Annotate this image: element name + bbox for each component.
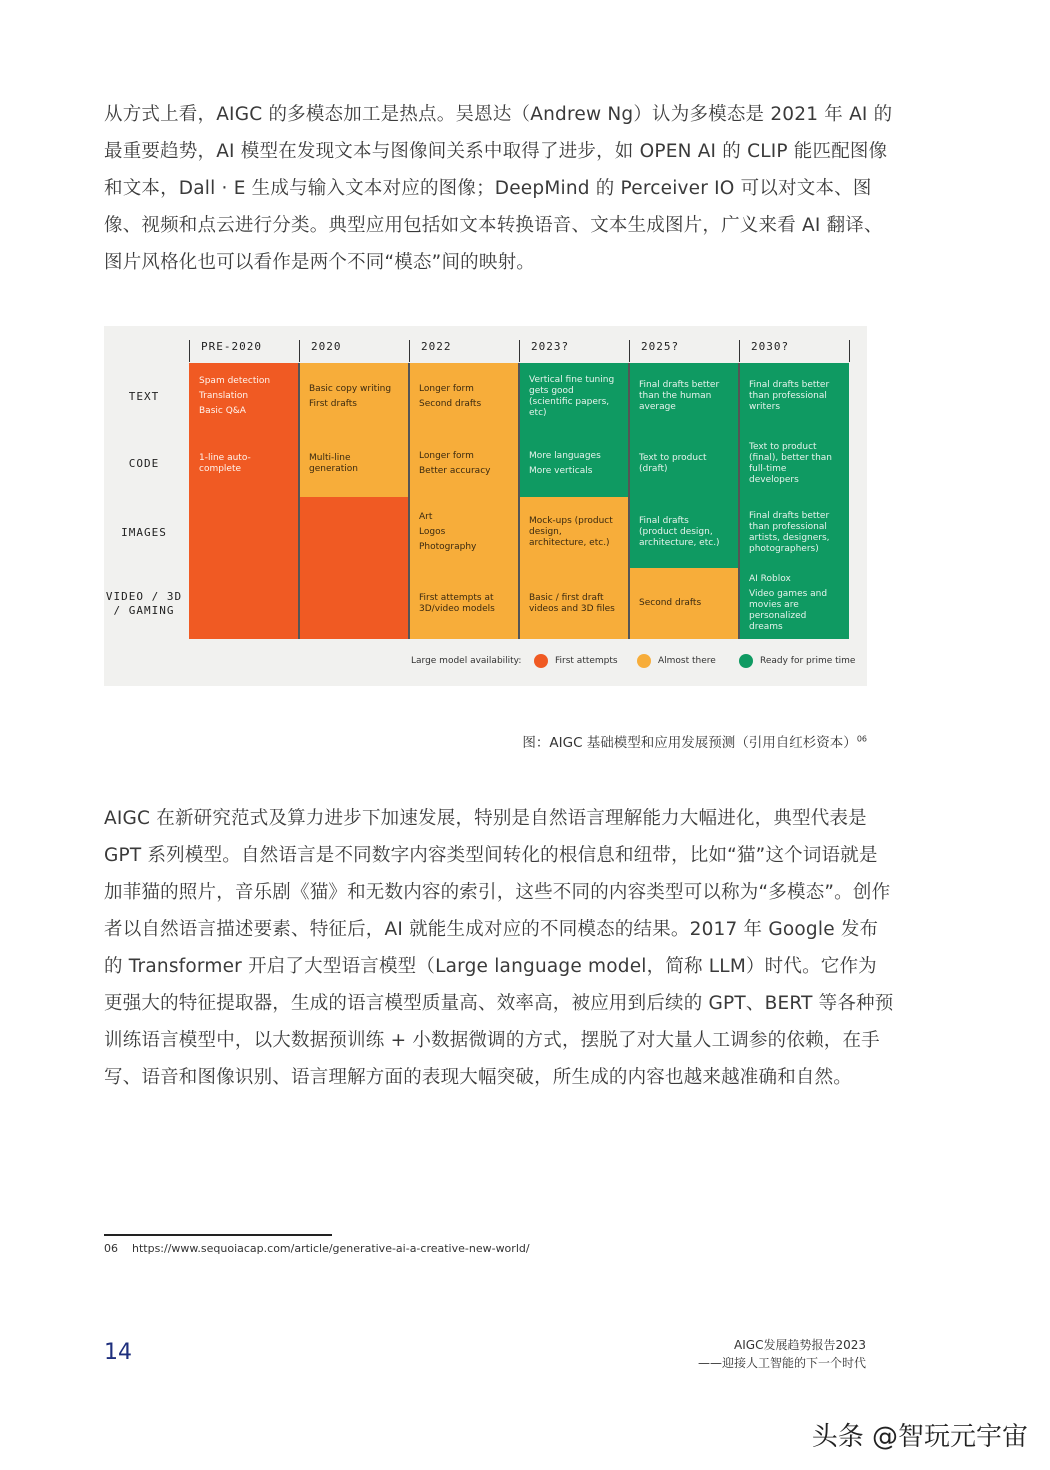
column-divider	[739, 340, 740, 362]
grid-cell	[299, 497, 409, 568]
cell-text: 1-line auto-complete	[199, 452, 251, 474]
grid-cell	[629, 430, 739, 497]
cell-text: Final drafts better than professional artists, designers, photographers)	[749, 510, 830, 554]
cell-text: Text to product (final), better than full-time developers	[749, 441, 832, 485]
column-header: 2025?	[641, 340, 680, 353]
grid-cell	[189, 430, 299, 497]
page-number: 14	[104, 1340, 132, 1365]
cell-text: AI Roblox	[749, 574, 791, 584]
grid-cell	[629, 497, 739, 568]
cell-text: Basic copy writing	[309, 383, 392, 394]
cell-text: Longer form	[419, 383, 474, 394]
legend-label: First attempts	[555, 656, 618, 666]
cell-text: Second drafts	[419, 398, 482, 409]
grid-cell	[299, 363, 409, 430]
grid-divider	[738, 363, 740, 639]
cell-text: Basic / first draft videos and 3D files	[529, 592, 615, 614]
figure-caption	[522, 731, 867, 751]
grid-cell	[739, 430, 849, 497]
grid-cell	[409, 497, 519, 568]
column-header: 2020	[311, 340, 342, 353]
aigc-forecast-figure	[104, 326, 867, 686]
cell-text: Longer form	[419, 450, 474, 461]
row-label: TEXT	[128, 389, 160, 403]
column-divider	[409, 340, 410, 362]
grid-cell	[299, 568, 409, 639]
grid-cell	[739, 363, 849, 430]
cell-text: Vertical fine tuning gets good (scientific papers, etc)	[529, 374, 615, 418]
row-label: IMAGES	[121, 525, 167, 539]
grid-cell	[299, 430, 409, 497]
grid-divider	[298, 363, 300, 639]
cell-text: More languages	[529, 450, 601, 461]
footnote-number: 06	[104, 1242, 118, 1255]
grid-cell	[189, 568, 299, 639]
cell-text: Final drafts better than the human average	[639, 380, 720, 412]
cell-text: Final drafts better than professional writers	[749, 380, 830, 412]
intro-paragraph: 从方式上看，AIGC 的多模态加工是热点。吴恩达（Andrew Ng）认为多模态是 2021 年 AI 的最重要趋势，AI 模型在发现文本与图像间关系中取得了进步，如 OPEN AI 的 CLIP 能匹配图像和文本，Dall · E 生成与输入文本对应的图像；DeepMind 的 Perceiver IO 可以对文本、图像、视频和点云进行分类。典型应用包括如文本转换语音、文本生成图片，广义来看 AI 翻译、图片风格化也可以看作是两个不同“模态”间的映射。	[104, 104, 893, 273]
column-divider	[519, 340, 520, 362]
caption-ref: 06	[856, 734, 867, 744]
grid-cell	[739, 568, 849, 639]
cell-text: Photography	[419, 542, 477, 552]
cell-text: Text to product (draft)	[639, 452, 707, 474]
grid-cell	[629, 363, 739, 430]
legend-title: Large model availability:	[411, 656, 522, 666]
cell-text: Logos	[419, 527, 446, 537]
report-title: AIGC发展趋势报告2023	[734, 1338, 866, 1352]
cell-text: First attempts at 3D/video models	[419, 592, 495, 614]
row-label: CODE	[128, 456, 160, 470]
body-paragraph: AIGC 在新研究范式及算力进步下加速发展，特别是自然语言理解能力大幅进化，典型代表是 GPT 系列模型。自然语言是不同数字内容类型间转化的根信息和纽带，比如“猫”这个词语就是加菲猫的照片，音乐剧《猫》和无数内容的索引，这些不同的内容类型可以称为“多模态”。创作者以自然语言描述要素、特征后，AI 就能生成对应的不同模态的结果。2017 年 Google 发布的 Transformer 开启了大型语言模型（Large language model，简称 LLM）时代。它作为更强大的特征提取器，生成的语言模型质量高、效率高，被应用到后续的 GPT、BERT 等各种预训练语言模型中，以大数据预训练 + 小数据微调的方式，摆脱了对大量人工调参的依赖，在手写、语音和图像识别、语言理解方面的表现大幅突破，所生成的内容也越来越准确和自然。	[104, 808, 894, 1088]
grid-cell	[189, 363, 299, 430]
footnote-link[interactable]: https://www.sequoiacap.com/article/generative-ai-a-creative-new-world/	[132, 1242, 530, 1255]
column-divider	[849, 340, 850, 362]
grid-cell	[519, 430, 629, 497]
cell-text: Mock-ups (product design, architecture, etc.)	[529, 516, 613, 548]
cell-text: Translation	[199, 391, 249, 401]
footnote-divider	[104, 1234, 332, 1236]
row-label: VIDEO / 3D / GAMING	[105, 589, 183, 617]
legend-label: Ready for prime time	[760, 656, 856, 666]
column-header: PRE-2020	[201, 340, 262, 353]
grid-cell	[519, 568, 629, 639]
grid-cell	[409, 430, 519, 497]
grid-cell	[409, 363, 519, 430]
column-header: 2022	[421, 340, 452, 353]
grid-cell	[629, 568, 739, 639]
cell-text: More verticals	[529, 465, 593, 476]
cell-text: Second drafts	[639, 598, 702, 608]
column-header: 2030?	[751, 340, 790, 353]
cell-text: Art	[419, 512, 433, 522]
legend-swatch	[739, 654, 753, 668]
report-subtitle: ——迎接人工智能的下一个时代	[697, 1356, 866, 1370]
grid-divider	[408, 363, 410, 639]
cell-text: Multi-line generation	[309, 452, 358, 474]
grid-cell	[739, 497, 849, 568]
cell-text: First drafts	[309, 398, 357, 409]
grid-cell	[409, 568, 519, 639]
caption-text: 图：AIGC 基础模型和应用发展预测（引用自红杉资本）	[522, 735, 857, 751]
legend-swatch	[534, 654, 548, 668]
cell-text: Video games and movies are personalized dreams	[749, 589, 828, 632]
grid-divider	[628, 363, 630, 639]
watermark-text: 头条 @智玩元宇宙	[811, 1422, 1028, 1452]
column-header: 2023?	[531, 340, 570, 353]
column-divider	[189, 340, 190, 362]
cell-text: Basic Q&A	[199, 406, 246, 416]
grid-divider	[518, 363, 520, 639]
grid-cell	[519, 497, 629, 568]
cell-text: Final drafts (product design, architecture, etc.)	[639, 516, 720, 548]
cell-text: Spam detection	[199, 376, 271, 386]
legend-label: Almost there	[658, 656, 716, 666]
column-divider	[299, 340, 300, 362]
legend-swatch	[637, 654, 651, 668]
column-divider	[629, 340, 630, 362]
grid-cell	[519, 363, 629, 430]
cell-text: Better accuracy	[419, 465, 491, 476]
grid-cell	[189, 497, 299, 568]
